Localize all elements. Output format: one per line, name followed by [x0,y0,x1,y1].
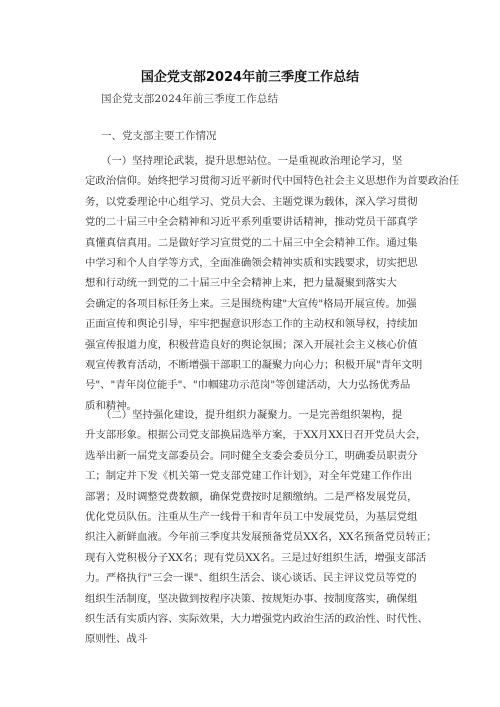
paragraph-line: 号"、"青年岗位能手"、"巾帼建功示范岗"等创建活动，大力弘扬优秀品 [85,379,411,392]
section-heading: 一、党支部主要工作情况 [101,130,217,142]
paragraph-organization [85,405,437,650]
paragraph-line: 组织生活制度，坚决做到按程序决策、按规矩办事、按制度落实，确保组 [85,592,418,605]
paragraph-line: 党的二十届三中全会精神和习近平系列重要讲话精神，推动党员干部真学 [85,216,418,229]
paragraph-line: 定政治信仰。始终把学习贯彻习近平新时代中国特色社会主义思想作为首要政治任 [85,175,460,188]
paragraph-line: 升支部形象。根据公司党支部换届选举方案，于XX月XX日召开党员大会， [85,429,427,442]
paragraph-line: 强宣传报道力度，积极营造良好的舆论氛围；深入开展社会主义核心价值 [85,338,418,351]
paragraph-line: 会确定的各项目标任务上来。三是围绕构建"大宣传"格局开展宣传。加强 [85,297,417,310]
paragraph-line: 选举出新一届党支部委员会。同时健全支委会委员分工，明确委员职责分 [85,449,418,462]
paragraph-line: 质和精神。 [85,399,137,412]
paragraph-line: 力。严格执行"三会一课"、组织生活会、谈心谈话、民主评议党员等党的 [85,572,417,585]
paragraph-line: 观宣传教育活动，不断增强干部职工的凝聚力向心力；积极开展"青年文明 [85,358,423,371]
paragraph-line: 原则性、战斗 [85,633,148,646]
paragraph-theory [85,151,460,416]
paragraph-line: 正面宣传和舆论引导，牢牢把握意识形态工作的主动权和领导权，持续加 [85,318,418,331]
paragraph-line: 务，以党委理论中心组学习、党员大会、主题党课为载体，深入学习贯彻 [85,195,418,208]
paragraph-line: （一）坚持理论武装，提升思想站位。一是重视政治理论学习，坚 [101,155,403,167]
paragraph-line: 想和行动统一到党的二十届三中全会精神上来，把力量凝聚到落实大 [85,277,397,290]
paragraph-line: 中学习和个人自学等方式，全面准确领会精神实质和实践要求，切实把思 [85,256,418,269]
document-subtitle: 国企党支部2024年前三季度工作总结 [101,93,279,105]
paragraph-line: 部署；及时调整党费数额，确保党费按时足额缴纳。二是严格发展党员， [85,490,418,503]
paragraph-line: 织生活有实质内容、实际效果，大力增强党内政治生活的政治性、时代性、 [85,612,428,625]
paragraph-line: 织注入新鲜血液。今年前三季度共发展预备党员XX名，XX名预备党员转正； [85,531,437,544]
paragraph-line: （二）坚持强化建设，提升组织力凝聚力。一是完善组织架构，提 [101,409,403,421]
paragraph-line: 工；制定并下发《机关第一党支部党建工作计划》，对全年党建工作作出 [85,470,413,483]
document-title: 国企党支部2024年前三季度工作总结 [140,70,360,85]
paragraph-line: 真懂真信真用。二是做好学习宣贯党的二十届三中全会精神工作。通过集 [85,236,418,249]
paragraph-line: 现有入党积极分子XX名；现有党员XX名。三是过好组织生活，增强支部活 [85,551,427,564]
paragraph-line: 优化党员队伍。注重从生产一线骨干和青年员工中发展党员，为基层党组 [85,510,418,523]
